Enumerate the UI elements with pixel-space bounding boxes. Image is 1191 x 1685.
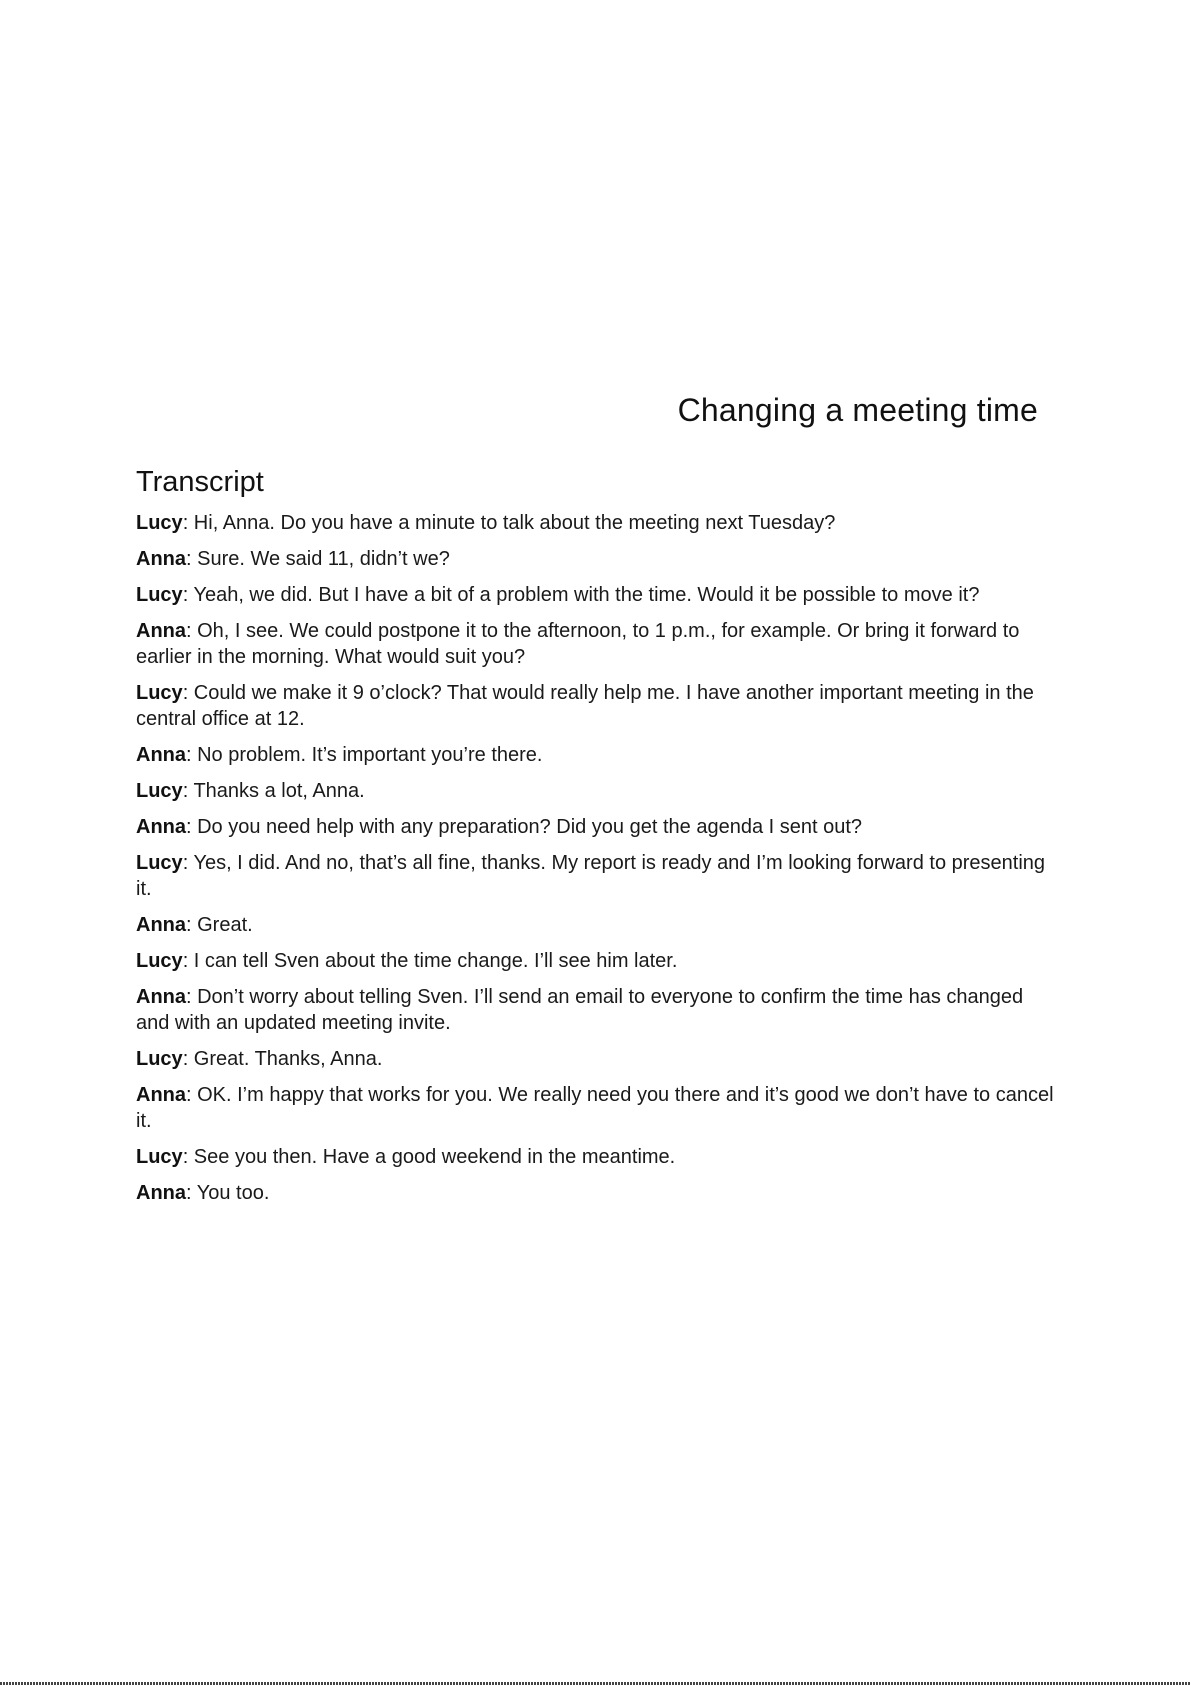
dialogue-text: : Thanks a lot, Anna.	[182, 780, 365, 802]
dialogue-line	[136, 618, 1056, 670]
speaker-name: Anna	[136, 816, 186, 838]
dialogue-text: : Sure. We said 11, didn’t we?	[186, 548, 450, 570]
dialogue-text: : Great. Thanks, Anna.	[182, 1048, 383, 1070]
dialogue-text: : Great.	[186, 914, 253, 936]
dialogue-line	[136, 582, 1056, 608]
speaker-name: Anna	[136, 620, 186, 642]
dialogue-text: : See you then. Have a good weekend in the meantime.	[182, 1146, 676, 1168]
dialogue-line	[136, 912, 1056, 938]
dialogue-line	[136, 948, 1056, 974]
dialogue-text: : You too.	[186, 1182, 270, 1204]
dialogue-line	[136, 546, 1056, 572]
dialogue-text: : Yeah, we did. But I have a bit of a problem with the time. Would it be possible to move it?	[182, 584, 980, 606]
speaker-name: Lucy	[136, 512, 183, 534]
dialogue-text: : Oh, I see. We could postpone it to the afternoon, to 1 p.m., for example. Or bring it forward to earlier in the morning. What would suit you?	[136, 620, 1020, 668]
dialogue-text: : No problem. It’s important you’re there.	[186, 744, 543, 766]
dialogue-line	[136, 814, 1056, 840]
dialogue-text: : Yes, I did. And no, that’s all fine, thanks. My report is ready and I’m looking forward to presenting it.	[136, 852, 1046, 900]
speaker-name: Anna	[136, 914, 186, 936]
dialogue-text: : Do you need help with any preparation? Did you get the agenda I sent out?	[186, 816, 863, 838]
speaker-name: Anna	[136, 986, 186, 1008]
dialogue-text: : I can tell Sven about the time change. I’ll see him later.	[182, 950, 678, 972]
dialogue-line	[136, 1082, 1056, 1134]
dialogue-text: : Could we make it 9 o’clock? That would really help me. I have another important meeting in the central office at 12.	[136, 682, 1034, 730]
speaker-name: Anna	[136, 548, 186, 570]
speaker-name: Lucy	[136, 950, 183, 972]
speaker-name: Lucy	[136, 780, 183, 802]
speaker-name: Anna	[136, 744, 186, 766]
speaker-name: Lucy	[136, 1146, 183, 1168]
speaker-name: Lucy	[136, 1048, 183, 1070]
dialogue-line	[136, 1180, 1056, 1206]
dialogue-text: : Hi, Anna. Do you have a minute to talk about the meeting next Tuesday?	[182, 512, 836, 534]
dialogue-line	[136, 850, 1056, 902]
dialogue-line	[136, 742, 1056, 768]
transcript-section	[136, 462, 1056, 1216]
dialogue-line	[136, 1046, 1056, 1072]
transcript-heading: Transcript	[136, 466, 264, 498]
speaker-name: Lucy	[136, 682, 183, 704]
speaker-name: Anna	[136, 1182, 186, 1204]
page-title: Changing a meeting time	[677, 392, 1038, 428]
dialogue-line	[136, 1144, 1056, 1170]
dialogue-text: : Don’t worry about telling Sven. I’ll send an email to everyone to confirm the time has changed and with an updated meeting invite.	[136, 986, 1024, 1034]
dialogue-line	[136, 510, 1056, 536]
dialogue-line	[136, 984, 1056, 1036]
speaker-name: Lucy	[136, 584, 183, 606]
speaker-name: Lucy	[136, 852, 183, 874]
dialogue-line	[136, 778, 1056, 804]
speaker-name: Anna	[136, 1084, 186, 1106]
dialogue-line	[136, 680, 1056, 732]
dialogue-text: : OK. I’m happy that works for you. We really need you there and it’s good we don’t have to cancel it.	[136, 1084, 1054, 1132]
